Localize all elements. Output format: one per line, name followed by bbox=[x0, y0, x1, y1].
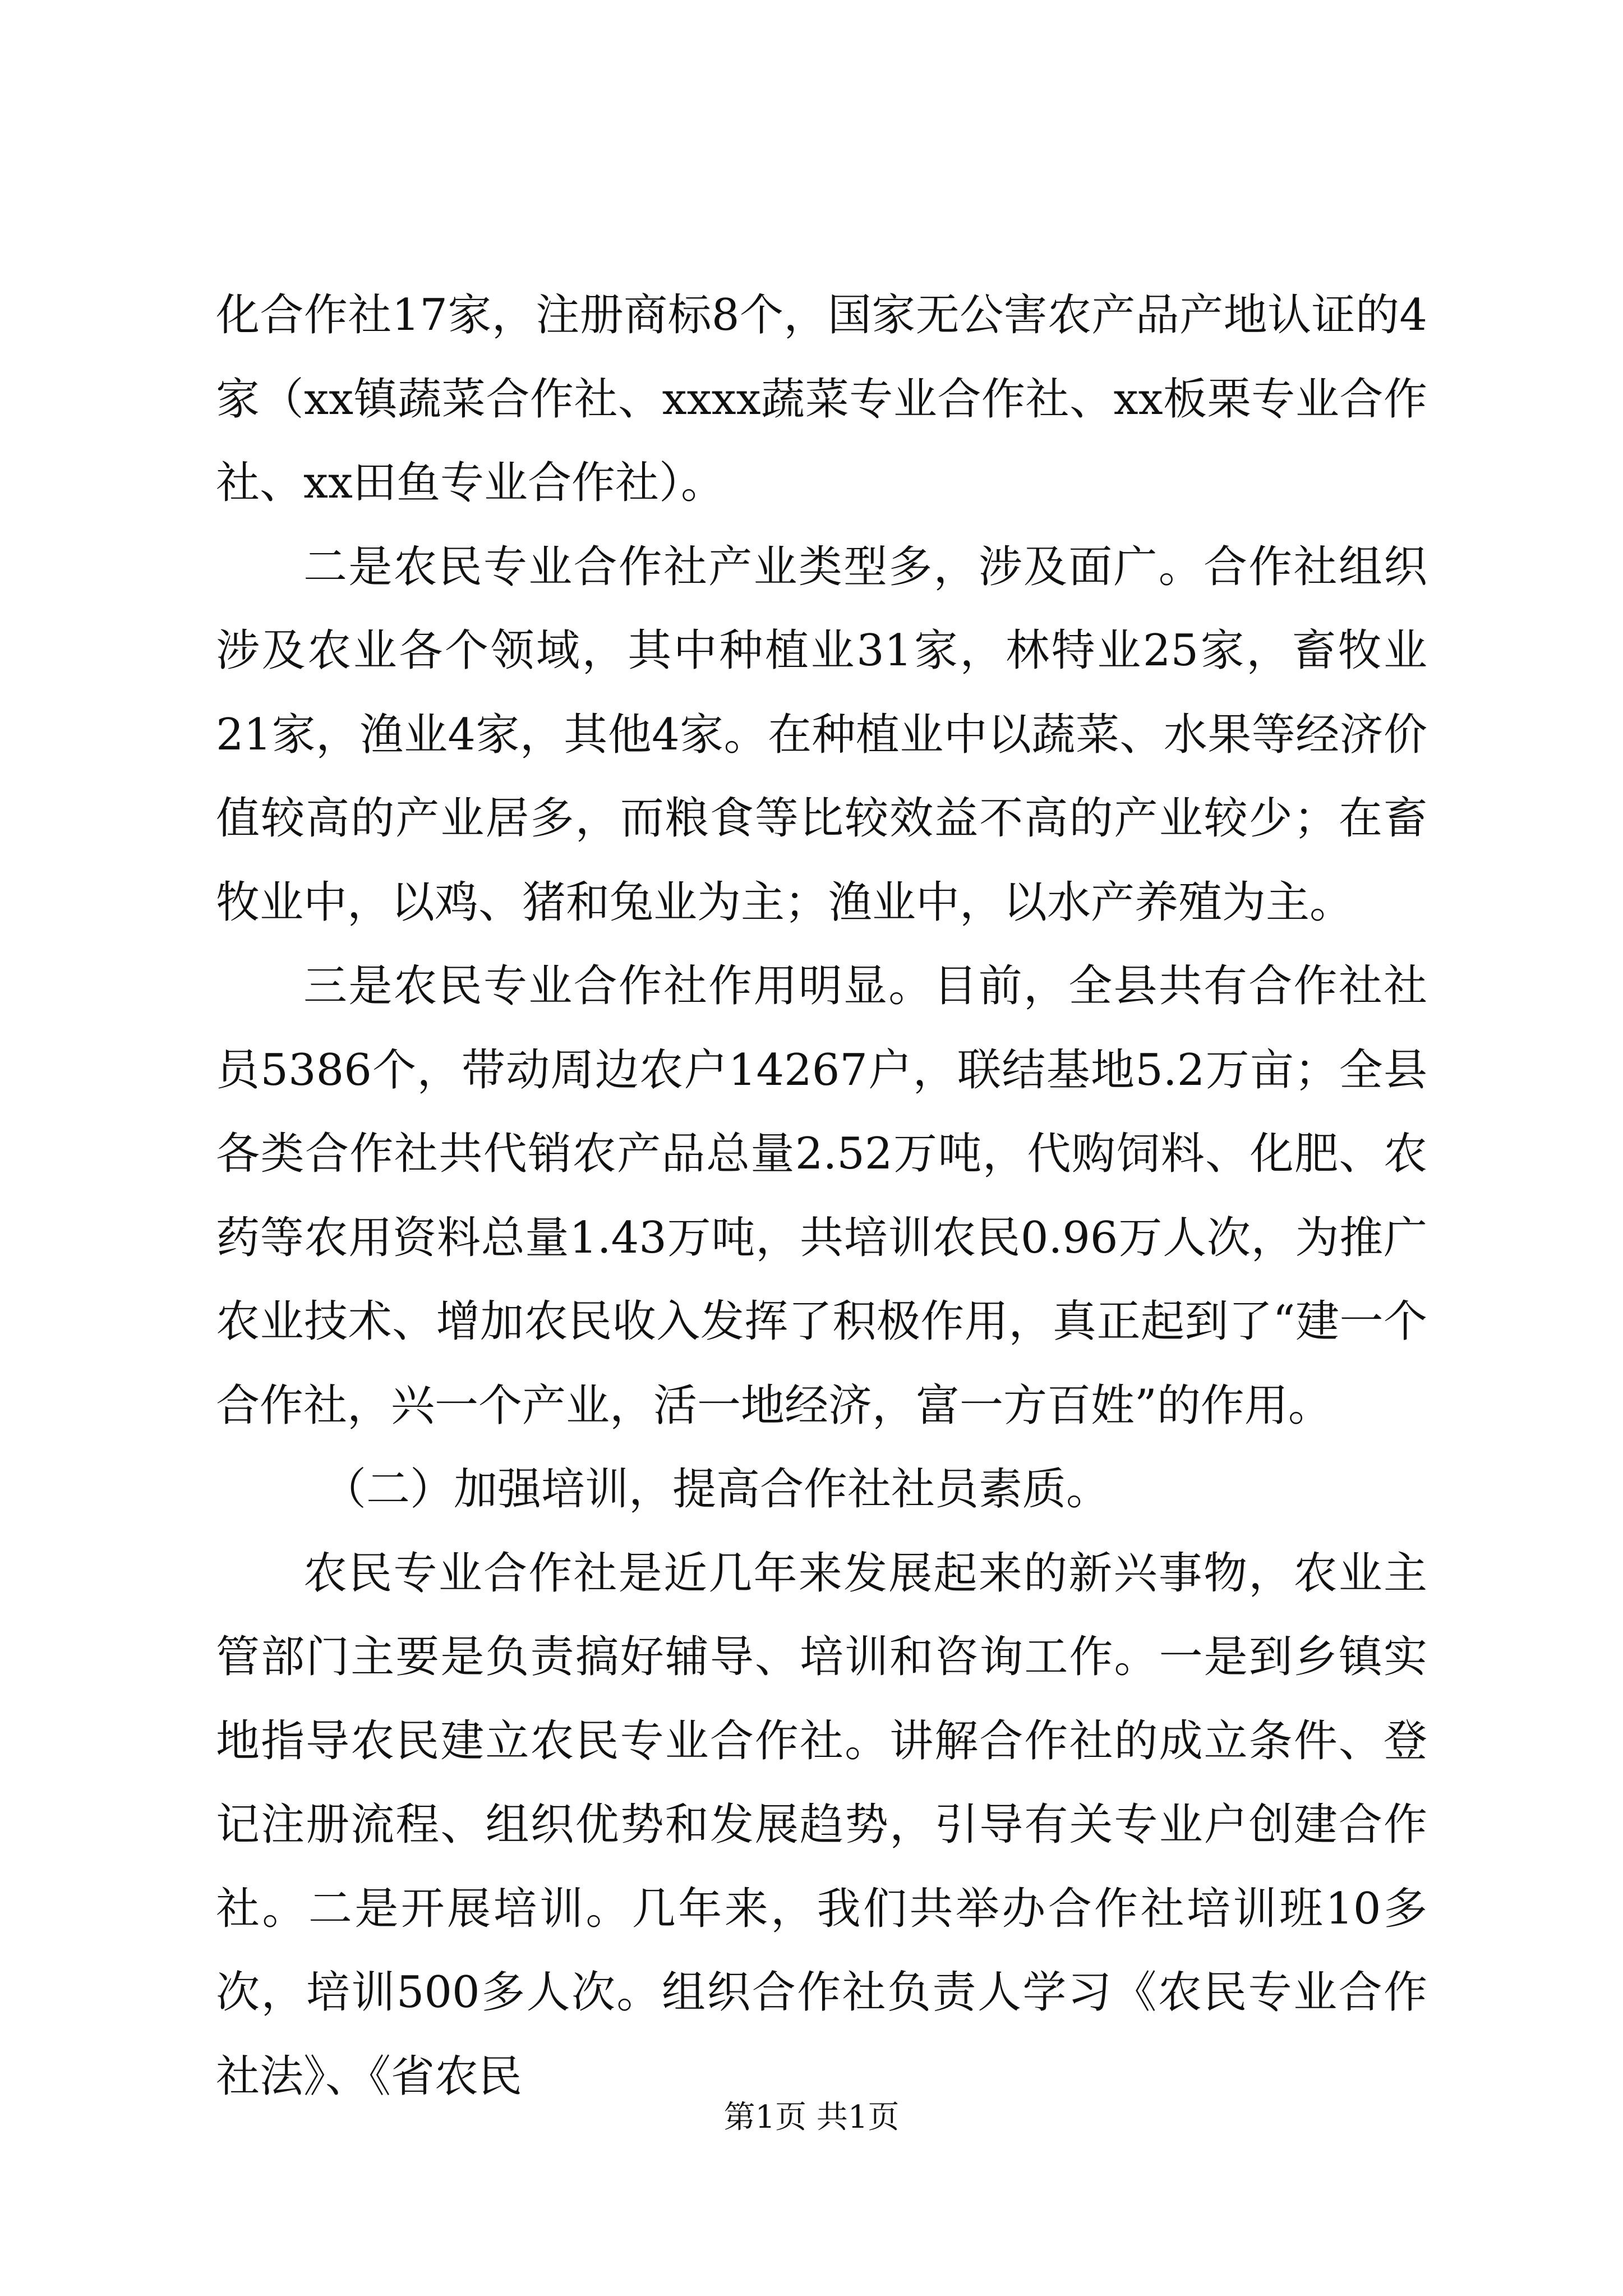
body-text bbox=[216, 274, 1427, 2119]
page-footer: 第1页 共1页 bbox=[723, 2099, 900, 2136]
paragraph-cooperative-effect: 三是农民专业合作社作用明显。目前，全县共有合作社社员5386个，带动周边农户14267户，联结基地5.2万亩；全县各类合作社共代销农产品总量2.52万吨，代购饲料、化肥、农药等农用资料总量1.43万吨，共培训农民0.96万人次，为推广农业技术、增加农民收入发挥了积极作用，真正起到了“建一个合作社，兴一个产业，活一地经济，富一方百姓”的作用。 bbox=[216, 961, 1427, 1431]
paragraph-industry-types: 二是农民专业合作社产业类型多，涉及面广。合作社组织涉及农业各个领域，其中种植业31家，林特业25家，畜牧业21家，渔业4家，其他4家。在种植业中以蔬菜、水果等经济价值较高的产业居多，而粮食等比较效益不高的产业较少；在畜牧业中，以鸡、猪和兔业为主；渔业中，以水产养殖为主。 bbox=[216, 541, 1427, 928]
paragraph-continuation: 化合作社17家，注册商标8个，国家无公害农产品产地认证的4家（xx镇蔬菜合作社、xxxx蔬菜专业合作社、xx板栗专业合作社、xx田鱼专业合作社）。 bbox=[216, 290, 1427, 508]
paragraph-training: 农民专业合作社是近几年来发展起来的新兴事物，农业主管部门主要是负责搞好辅导、培训和咨询工作。一是到乡镇实地指导农民建立农民专业合作社。讲解合作社的成立条件、登记注册流程、组织优势和发展趋势，引导有关专业户创建合作社。二是开展培训。几年来，我们共举办合作社培训班10多次，培训500多人次。组织合作社负责人学习《农民专业合作社法》、《省农民 bbox=[216, 1548, 1427, 2102]
section-heading-training: （二）加强培训，提高合作社社员素质。 bbox=[322, 1464, 1110, 1515]
